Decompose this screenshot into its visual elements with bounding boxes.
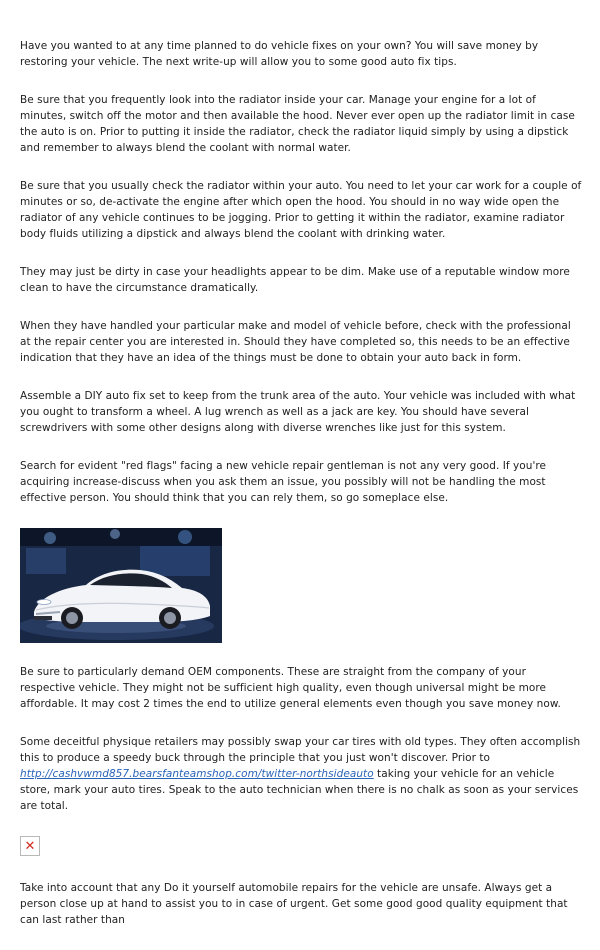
broken-image-icon: ✕	[24, 838, 36, 854]
paragraph-safety: Take into account that any Do it yourself automobile repairs for the vehicle are unsafe. Always get a person close up at hand to assist you to in case of urgent. Get some good good quality equipment that can last rather than	[20, 882, 568, 926]
paragraph-oem: Be sure to particularly demand OEM components. These are straight from the company of your respective vehicle. They might not be sufficient high quality, even though universal might be more affordable. It may cost 2 times the end to utilize general elements even though you save money now.	[20, 666, 561, 710]
paragraph-headlights: They may just be dirty in case your headlights appear to be dim. Make use of a reputable window more clean to have the circumstance dramatically.	[20, 266, 570, 294]
paragraph-radiator-2: Be sure that you usually check the radiator within your auto. You need to let your car work for a couple of minutes or so, de-activate the engine after which open the hood. You should in no way wide open the radiator of any vehicle continues to be jogging. Prior to getting it within the radiator, examine radiator body fluids utilizing a dipstick and always blend the coolant with drinking water.	[20, 180, 582, 240]
paragraph-radiator-1: Be sure that you frequently look into the radiator inside your car. Manage your engine for a lot of minutes, switch off the motor and then available the hood. Never ever open up the radiator limit in case the auto is on. Prior to putting it inside the radiator, check the radiator liquid simply by using a dipstick and remember to always blend the coolant with normal water.	[20, 94, 575, 154]
car-photo	[20, 528, 222, 643]
paragraph-repair-center: When they have handled your particular make and model of vehicle before, check with the professional at the repair center you are interested in. Should they have completed so, this needs to be an effective indication that they have an idea of the things must be done to obtain your auto back in form.	[20, 320, 571, 364]
paragraph-diy-kit: Assemble a DIY auto fix set to keep from the trunk area of the auto. Your vehicle was included with what you ought to transform a wheel. A lug wrench as well as a jack are key. You should have several screwdrivers with some other designs along with diverse wrenches like just for this system.	[20, 390, 576, 434]
car-illustration	[20, 528, 222, 643]
broken-image-placeholder	[20, 836, 40, 856]
paragraph-intro: Have you wanted to at any time planned to do vehicle fixes on your own? You will save money by restoring your vehicle. The next write-up will allow you to some good auto fix tips.	[20, 40, 539, 68]
tires-text-after: taking your vehicle for an vehicle store, mark your auto tires. Speak to the auto technician when there is no chalk as soon as your services are total.	[20, 768, 579, 812]
tires-text-before: Some deceitful physique retailers may possibly swap your car tires with old types. They often accomplish this to produce a speedy buck through the principle that you just won't discover. Prior to	[20, 736, 581, 764]
auto-shop-link[interactable]: http://cashvwmd857.bearsfanteamshop.com/twitter-northsideauto	[20, 768, 374, 780]
paragraph-red-flags: Search for evident "red flags" facing a new vehicle repair gentleman is not any very good. If you're acquiring increase-discuss when you ask them an issue, you possibly will not be handling the most effective person. You should think that you can rely them, so go someplace else.	[20, 460, 547, 504]
article	[20, 38, 582, 950]
paragraph-tires	[20, 734, 582, 814]
